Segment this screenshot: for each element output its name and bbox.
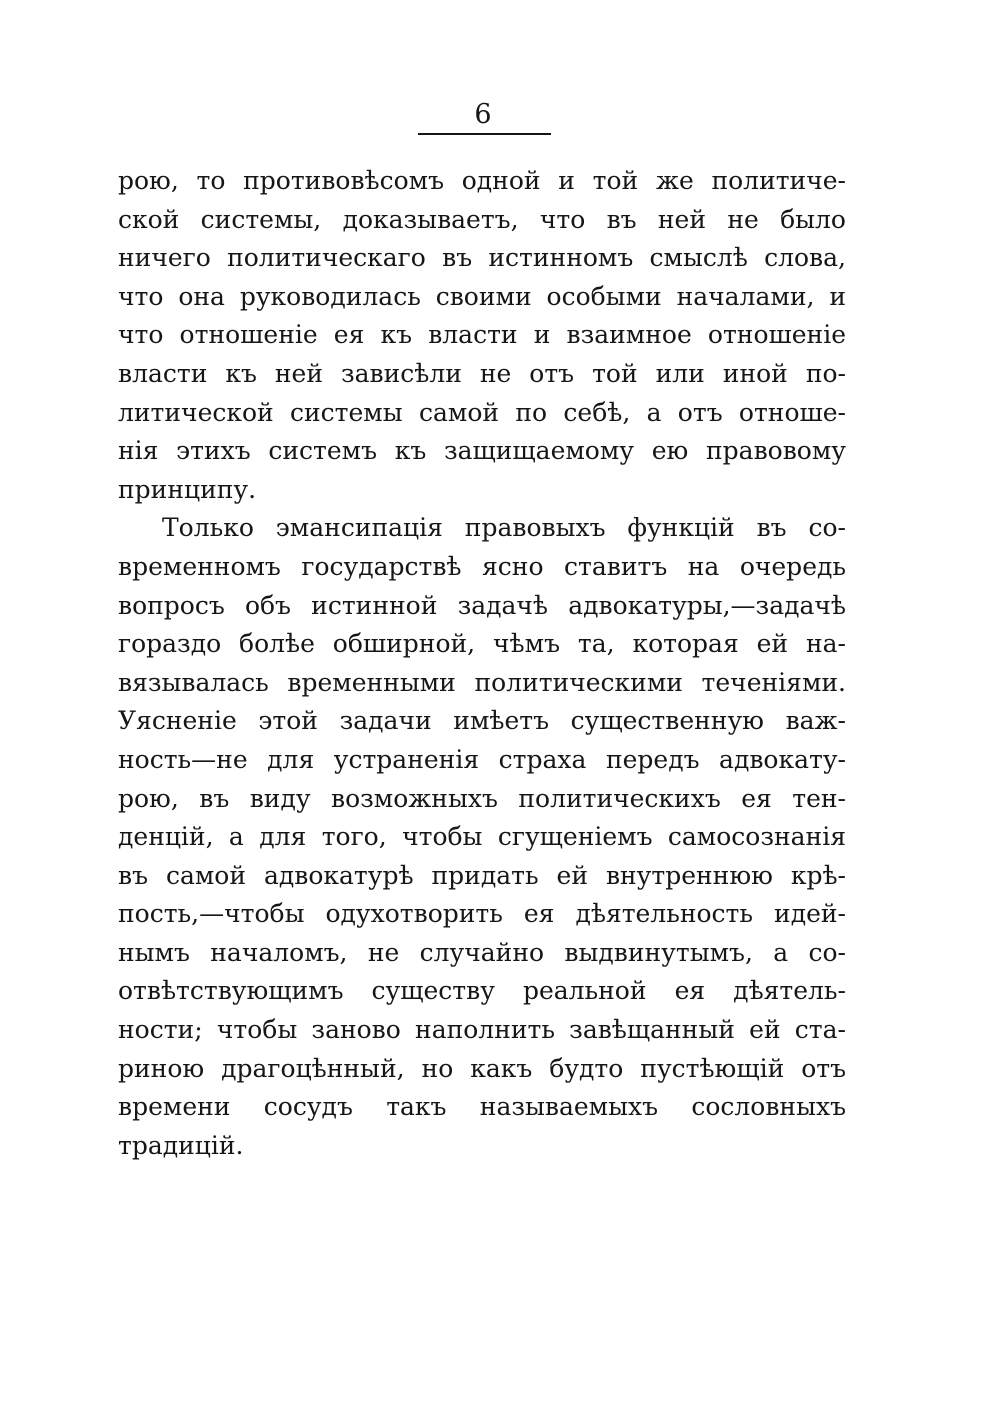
text-line: нія этихъ системъ къ защищаемому ею правовому [118,436,846,466]
text-line: временномъ государствѣ ясно ставитъ на очередь [118,551,846,581]
text-line: вопросъ объ истинной задачѣ адвокатуры,—задачѣ [118,590,846,620]
text-line: ничего политическаго въ истинномъ смыслѣ слова, [118,243,846,273]
text-line: времени сосудъ такъ называемыхъ сословныхъ [118,1092,846,1122]
body-text [118,162,846,1165]
text-line: вязывалась временными политическими теченіями. [118,667,846,697]
paragraph-2 [118,509,846,1165]
text-line: ность—не для устраненія страха передъ адвокату- [118,744,846,774]
text-line: пость,—чтобы одухотворить ея дѣятельность идей- [118,899,846,929]
text-line: принципу. [118,474,257,504]
text-line: гораздо болѣе обширной, чѣмъ та, которая ей на- [118,629,846,659]
text-line: въ самой адвокатурѣ придать ей внутреннюю крѣ- [118,860,846,890]
text-line: рою, въ виду возможныхъ политическихъ ея тен- [118,783,846,813]
text-line: что отношеніе ея къ власти и взаимное отношеніе [118,320,846,350]
text-line: риною драгоцѣнный, но какъ будто пустѣющій отъ [118,1053,846,1083]
text-line: нымъ началомъ, не случайно выдвинутымъ, а со- [118,937,846,967]
header-rule [418,133,551,135]
text-line: Только эмансипація правовыхъ функцій въ со- [162,513,846,543]
text-line: рою, то противовѣсомъ одной и той же политиче- [118,166,846,195]
text-line: ской системы, доказываетъ, что въ ней не было [118,204,846,234]
text-line: отвѣтствующимъ существу реальной ея дѣятель- [118,976,846,1006]
text-line: власти къ ней зависѣли не отъ той или иной по- [118,358,846,388]
paragraph-1 [118,162,846,509]
text-line: литической системы самой по себѣ, а отъ отноше- [118,397,846,427]
text-line: ности; чтобы заново наполнить завѣщанный ей ста- [118,1015,846,1045]
page-number: 6 [474,99,492,130]
text-line: что она руководилась своими особыми началами, и [118,281,846,311]
text-line: традицій. [118,1130,244,1160]
text-line: денцій, а для того, чтобы сгущеніемъ самосознанія [118,822,846,852]
text-line: Уясненіе этой задачи имѣетъ существенную важ- [118,706,846,736]
